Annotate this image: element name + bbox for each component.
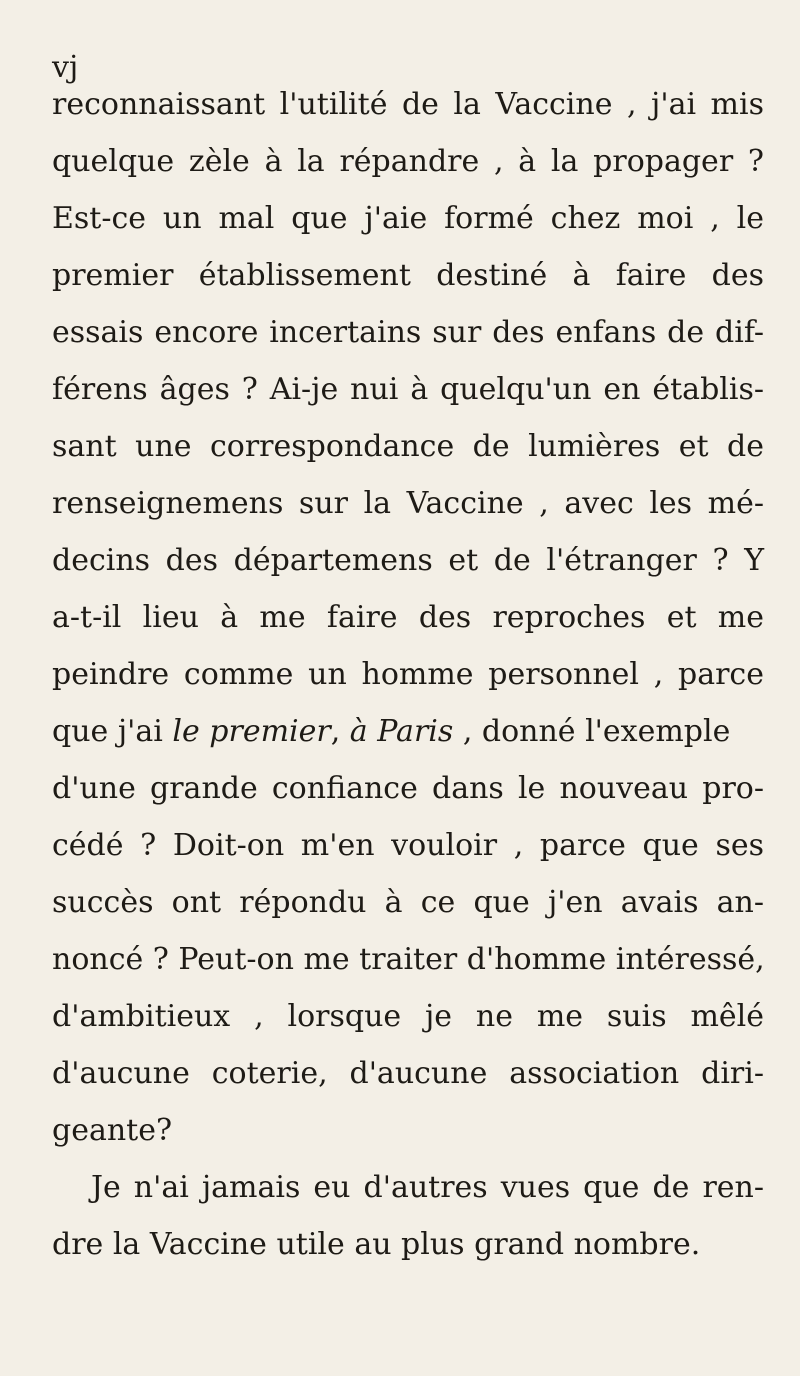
text-line: quelque zèle à la répandre , à la propager ?: [52, 144, 764, 179]
text-line: férens âges ? Ai-je nui à quelqu'un en établis-: [52, 372, 764, 407]
italic-phrase-le-premier: le premier: [172, 714, 331, 749]
text-line-with-italics: [52, 712, 764, 752]
text-line: Je n'ai jamais eu d'autres vues que de ren-: [91, 1170, 764, 1205]
text-segment: , donné l'exemple: [453, 714, 731, 749]
italic-phrase-a-paris: à Paris: [349, 714, 454, 749]
text-line: d'aucune coterie, d'aucune association diri-: [52, 1056, 764, 1091]
text-line: premier établissement destiné à faire des: [52, 258, 764, 293]
text-line: peindre comme un homme personnel , parce: [52, 657, 764, 692]
text-line: Est-ce un mal que j'aie formé chez moi , le: [52, 201, 764, 236]
text-line: geante?: [52, 1113, 173, 1148]
text-line: succès ont répondu à ce que j'en avais an-: [52, 885, 764, 920]
text-line: a-t-il lieu à me faire des reproches et me: [52, 600, 764, 635]
text-line: renseignemens sur la Vaccine , avec les mé-: [52, 486, 764, 521]
text-line: essais encore incertains sur des enfans de dif-: [52, 315, 764, 350]
text-line: noncé ? Peut-on me traiter d'homme intéressé,: [52, 942, 765, 977]
text-line: decins des départemens et de l'étranger ? Y: [52, 543, 764, 578]
text-segment: ,: [330, 714, 350, 749]
text-line: d'ambitieux , lorsque je ne me suis mêlé: [52, 999, 764, 1034]
page-number: vj: [52, 50, 79, 85]
text-line: dre la Vaccine utile au plus grand nombre.: [52, 1227, 701, 1262]
text-line: d'une grande confiance dans le nouveau pro-: [52, 771, 764, 806]
text-segment: que j'ai: [52, 714, 173, 749]
text-line: cédé ? Doit-on m'en vouloir , parce que ses: [52, 828, 764, 863]
text-line: reconnaissant l'utilité de la Vaccine , j'ai mis: [52, 87, 764, 122]
text-line: sant une correspondance de lumières et de: [52, 429, 764, 464]
